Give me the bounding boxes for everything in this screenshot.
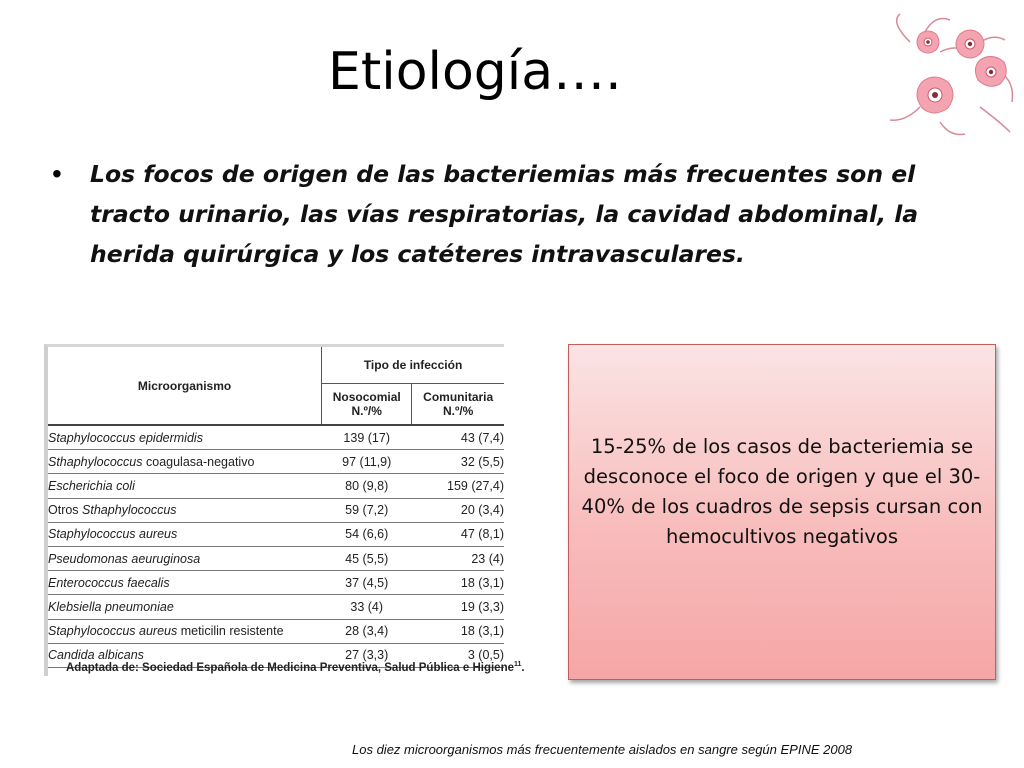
table-row [48, 571, 504, 595]
organism-name: Candida albicans [48, 648, 144, 663]
community-cell: 23 (4) [412, 546, 504, 570]
header-microorganism: Microorganismo [48, 347, 322, 425]
organism-cell [48, 498, 322, 522]
header-infection-type: Tipo de infección [322, 347, 504, 384]
table-source-ref: 11 [514, 661, 522, 669]
organism-name: Escherichia coli [48, 478, 135, 493]
organism-cell [48, 571, 322, 595]
community-cell: 18 (3,1) [412, 571, 504, 595]
organism-name: Staphylococcus aureus [48, 527, 178, 542]
community-cell: 43 (7,4) [412, 425, 504, 450]
table-row [48, 546, 504, 570]
organism-cell [48, 450, 322, 474]
nosocomial-cell: 80 (9,8) [322, 474, 412, 498]
organism-cell [48, 619, 322, 643]
organism-name: Staphylococcus aureus [48, 624, 178, 639]
organism-name: Enterococcus faecalis [48, 575, 170, 590]
nosocomial-cell: 59 (7,2) [322, 498, 412, 522]
nosocomial-cell: 28 (3,4) [322, 619, 412, 643]
nosocomial-cell: 33 (4) [322, 595, 412, 619]
bullet-dot-icon: • [52, 158, 62, 189]
organism-suffix: meticilin resistente [177, 624, 284, 639]
table-body [48, 425, 504, 667]
organism-name: Sthaphylococcus [48, 454, 143, 469]
header-community-unit: N.º/% [442, 404, 474, 418]
bullet-list [52, 154, 932, 274]
table-row [48, 595, 504, 619]
table-source: Adaptada de: Sociedad Española de Medicina Preventiva, Salud Pública e Higiene$^{11}$. [66, 661, 525, 674]
nosocomial-cell: 54 (6,6) [322, 522, 412, 546]
table-row [48, 450, 504, 474]
nosocomial-cell: 139 (17) [322, 425, 412, 450]
nosocomial-cell: 27 (3,3) [322, 643, 412, 667]
community-cell: 47 (8,1) [412, 522, 504, 546]
organism-prefix: Otros [48, 503, 83, 518]
organism-cell [48, 546, 322, 570]
table-row [48, 474, 504, 498]
community-cell: 159 (27,4) [412, 474, 504, 498]
header-nosocomial [322, 384, 412, 426]
nosocomial-cell: 37 (4,5) [322, 571, 412, 595]
nosocomial-cell: 97 (11,9) [322, 450, 412, 474]
table-row [48, 619, 504, 643]
header-community-label: Comunitaria [423, 390, 494, 404]
table-caption: Los diez microorganismos más frecuentemente aislados en sangre según EPINE 2008 [352, 742, 853, 757]
microorganism-table [48, 347, 504, 668]
nosocomial-cell: 45 (5,5) [322, 546, 412, 570]
community-cell: 20 (3,4) [412, 498, 504, 522]
organism-cell [48, 474, 322, 498]
organism-cell [48, 522, 322, 546]
organism-name: Klebsiella pneumoniae [48, 599, 174, 614]
note-text: 15-25% de los casos de bacteriemia se desconoce el foco de origen y que el 30-40% de los cuadros de sepsis cursan con hemocultivos negativos [581, 435, 983, 548]
header-nosocomial-label: Nosocomial [332, 390, 401, 404]
community-cell: 19 (3,3) [412, 595, 504, 619]
table-source-text: Adaptada de: Sociedad Española de Medicina Preventiva, Salud Pública e Higiene [66, 662, 514, 674]
header-community [412, 384, 504, 426]
community-cell: 32 (5,5) [412, 450, 504, 474]
community-cell: 18 (3,1) [412, 619, 504, 643]
header-nosocomial-unit: N.º/% [351, 404, 382, 418]
slide-title: Etiología…. [328, 42, 622, 102]
table-row [48, 522, 504, 546]
bacteria-illustration-icon [880, 12, 1020, 142]
table-row [48, 425, 504, 450]
note-box [568, 344, 996, 680]
table-row [48, 498, 504, 522]
organism-name: Sthaphylococcus [82, 503, 177, 518]
organism-cell [48, 425, 322, 450]
bullet-text: Los focos de origen de las bacteriemias más frecuentes son el tracto urinario, las vías respiratorias, la cavidad abdominal, la herida quirúrgica y los catéteres intravasculares. [90, 160, 919, 268]
bullet-item [52, 154, 932, 274]
organism-name: Staphylococcus epidermidis [48, 430, 203, 445]
organism-suffix: coagulasa-negativo [142, 454, 255, 469]
organism-name: Pseudomonas aeuruginosa [48, 551, 201, 566]
microorganism-table-panel [44, 344, 525, 676]
organism-cell [48, 595, 322, 619]
community-cell: 3 (0,5) [412, 643, 504, 667]
